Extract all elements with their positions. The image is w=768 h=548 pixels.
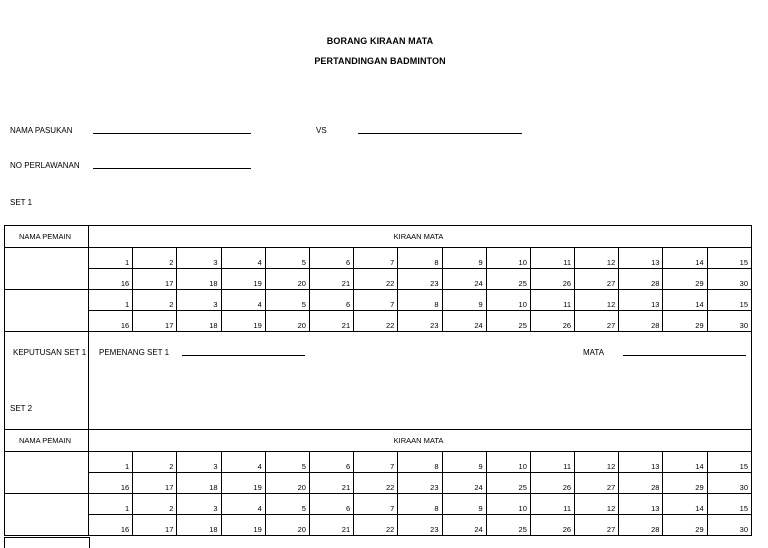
score-cell[interactable]: 24: [442, 269, 486, 290]
score-cell[interactable]: 23: [398, 473, 442, 494]
score-cell[interactable]: 27: [575, 473, 619, 494]
score-cell[interactable]: 6: [309, 248, 353, 269]
score-cell[interactable]: 27: [575, 515, 619, 536]
score-cell[interactable]: 4: [221, 452, 265, 473]
score-cell[interactable]: 27: [575, 311, 619, 332]
score-cell[interactable]: 26: [530, 269, 574, 290]
score-cell[interactable]: 29: [663, 311, 707, 332]
score-cell[interactable]: 30: [707, 515, 751, 536]
team-label: NAMA PASUKAN: [10, 126, 73, 135]
score-cell[interactable]: 11: [530, 290, 574, 311]
form-subtitle: PERTANDINGAN BADMINTON: [314, 56, 446, 66]
score-cell[interactable]: 13: [619, 290, 663, 311]
score-cell[interactable]: 14: [663, 494, 707, 515]
score-cell[interactable]: 8: [398, 452, 442, 473]
decision-label: KEPUTUSAN SET 1: [13, 348, 87, 357]
score-cell[interactable]: 16: [89, 473, 133, 494]
score-cell[interactable]: 13: [619, 248, 663, 269]
score-cell[interactable]: 23: [398, 311, 442, 332]
player-name-cell[interactable]: [5, 452, 89, 494]
score-cell[interactable]: 9: [442, 248, 486, 269]
score-cell[interactable]: 10: [486, 290, 530, 311]
score-cell[interactable]: 14: [663, 452, 707, 473]
score-cell[interactable]: 5: [265, 290, 309, 311]
score-cell[interactable]: 8: [398, 248, 442, 269]
score-cell[interactable]: 6: [309, 290, 353, 311]
score-cell[interactable]: 1: [89, 452, 133, 473]
score-cell[interactable]: 4: [221, 494, 265, 515]
score-cell[interactable]: 26: [530, 473, 574, 494]
set2-label: SET 2: [10, 404, 33, 413]
score-cell[interactable]: 7: [354, 494, 398, 515]
decision-divider: [88, 331, 89, 429]
score-count-header: KIRAAN MATA: [89, 430, 752, 452]
score-cell[interactable]: 2: [133, 290, 177, 311]
score-cell[interactable]: 27: [575, 269, 619, 290]
score-cell[interactable]: 4: [221, 248, 265, 269]
score-cell[interactable]: 11: [530, 452, 574, 473]
score-cell[interactable]: 22: [354, 311, 398, 332]
winner-field[interactable]: [182, 355, 305, 356]
score-cell[interactable]: 12: [575, 248, 619, 269]
points-label: MATA: [583, 348, 605, 357]
score-cell[interactable]: 15: [707, 290, 751, 311]
score-cell[interactable]: 4: [221, 290, 265, 311]
score-cell[interactable]: 5: [265, 494, 309, 515]
team-a-field[interactable]: [93, 133, 251, 134]
score-cell[interactable]: 1: [89, 248, 133, 269]
player-name-cell[interactable]: [5, 290, 89, 332]
score-cell[interactable]: 19: [221, 515, 265, 536]
score-cell[interactable]: 20: [265, 269, 309, 290]
player-name-cell[interactable]: [5, 248, 89, 290]
score-cell[interactable]: 10: [486, 248, 530, 269]
score-cell[interactable]: 11: [530, 494, 574, 515]
player-name-header: NAMA PEMAIN: [5, 430, 89, 452]
score-cell[interactable]: 24: [442, 311, 486, 332]
score-cell[interactable]: 19: [221, 473, 265, 494]
score-cell[interactable]: 16: [89, 311, 133, 332]
score-cell[interactable]: 28: [619, 515, 663, 536]
score-cell[interactable]: 5: [265, 452, 309, 473]
score-cell[interactable]: 21: [309, 269, 353, 290]
score-cell[interactable]: 18: [177, 473, 221, 494]
score-cell[interactable]: 12: [575, 494, 619, 515]
score-count-header: KIRAAN MATA: [89, 226, 752, 248]
score-cell[interactable]: 8: [398, 290, 442, 311]
score-cell[interactable]: 3: [177, 290, 221, 311]
score-cell[interactable]: 21: [309, 473, 353, 494]
vs-label: VS: [316, 126, 327, 135]
score-cell[interactable]: 7: [354, 452, 398, 473]
score-cell[interactable]: 25: [486, 473, 530, 494]
score-cell[interactable]: 22: [354, 473, 398, 494]
score-cell[interactable]: 25: [486, 515, 530, 536]
set2-score-table: [4, 429, 752, 536]
score-cell[interactable]: 22: [354, 269, 398, 290]
form-title: BORANG KIRAAN MATA: [326, 36, 434, 46]
score-cell[interactable]: 28: [619, 311, 663, 332]
score-cell[interactable]: 26: [530, 311, 574, 332]
score-cell[interactable]: 25: [486, 311, 530, 332]
score-cell[interactable]: 17: [133, 473, 177, 494]
match-no-field[interactable]: [93, 168, 251, 169]
score-cell[interactable]: 28: [619, 473, 663, 494]
score-cell[interactable]: 20: [265, 473, 309, 494]
score-cell[interactable]: 1: [89, 494, 133, 515]
score-cell[interactable]: 20: [265, 311, 309, 332]
score-cell[interactable]: 21: [309, 311, 353, 332]
score-cell[interactable]: 17: [133, 269, 177, 290]
score-cell[interactable]: 30: [707, 269, 751, 290]
score-cell[interactable]: 9: [442, 494, 486, 515]
score-cell[interactable]: 9: [442, 452, 486, 473]
score-cell[interactable]: 30: [707, 311, 751, 332]
player-name-header: NAMA PEMAIN: [5, 226, 89, 248]
score-cell[interactable]: 18: [177, 269, 221, 290]
score-cell[interactable]: 5: [265, 248, 309, 269]
score-cell[interactable]: 12: [575, 452, 619, 473]
set1-score-table: [4, 225, 752, 332]
set1-label: SET 1: [10, 198, 33, 207]
score-cell[interactable]: 3: [177, 494, 221, 515]
score-cell[interactable]: 22: [354, 515, 398, 536]
score-cell[interactable]: 26: [530, 515, 574, 536]
score-cell[interactable]: 19: [221, 269, 265, 290]
match-no-label: NO PERLAWANAN: [10, 161, 80, 170]
score-cell[interactable]: 3: [177, 452, 221, 473]
score-cell[interactable]: 12: [575, 290, 619, 311]
score-cell[interactable]: 6: [309, 452, 353, 473]
score-cell[interactable]: 16: [89, 269, 133, 290]
score-cell[interactable]: 8: [398, 494, 442, 515]
score-cell[interactable]: 16: [89, 515, 133, 536]
score-cell[interactable]: 29: [663, 269, 707, 290]
score-cell[interactable]: 15: [707, 494, 751, 515]
score-cell[interactable]: 15: [707, 248, 751, 269]
score-cell[interactable]: 23: [398, 515, 442, 536]
score-cell[interactable]: 30: [707, 473, 751, 494]
score-cell[interactable]: 29: [663, 473, 707, 494]
score-cell[interactable]: 18: [177, 311, 221, 332]
score-cell[interactable]: 28: [619, 269, 663, 290]
score-cell[interactable]: 9: [442, 290, 486, 311]
score-cell[interactable]: 29: [663, 515, 707, 536]
score-cell[interactable]: 19: [221, 311, 265, 332]
score-cell[interactable]: 14: [663, 248, 707, 269]
score-cell[interactable]: 7: [354, 248, 398, 269]
player-name-cell[interactable]: [5, 494, 89, 536]
score-cell[interactable]: 6: [309, 494, 353, 515]
score-cell[interactable]: 21: [309, 515, 353, 536]
score-cell[interactable]: 10: [486, 452, 530, 473]
winner-label: PEMENANG SET 1: [99, 348, 170, 357]
score-cell[interactable]: 24: [442, 473, 486, 494]
score-cell[interactable]: 1: [89, 290, 133, 311]
points-field[interactable]: [623, 355, 746, 356]
score-cell[interactable]: 14: [663, 290, 707, 311]
score-cell[interactable]: 2: [133, 248, 177, 269]
score-cell[interactable]: 3: [177, 248, 221, 269]
score-cell[interactable]: 13: [619, 494, 663, 515]
team-b-field[interactable]: [358, 133, 522, 134]
score-cell[interactable]: 13: [619, 452, 663, 473]
score-cell[interactable]: 20: [265, 515, 309, 536]
score-cell[interactable]: 15: [707, 452, 751, 473]
score-cell[interactable]: 17: [133, 515, 177, 536]
score-cell[interactable]: 2: [133, 452, 177, 473]
set1-decision-box: [4, 331, 752, 430]
score-cell[interactable]: 25: [486, 269, 530, 290]
score-cell[interactable]: 24: [442, 515, 486, 536]
score-cell[interactable]: 11: [530, 248, 574, 269]
score-cell[interactable]: 23: [398, 269, 442, 290]
score-cell[interactable]: 18: [177, 515, 221, 536]
score-cell[interactable]: 7: [354, 290, 398, 311]
score-cell[interactable]: 10: [486, 494, 530, 515]
score-cell[interactable]: 17: [133, 311, 177, 332]
score-cell[interactable]: 2: [133, 494, 177, 515]
